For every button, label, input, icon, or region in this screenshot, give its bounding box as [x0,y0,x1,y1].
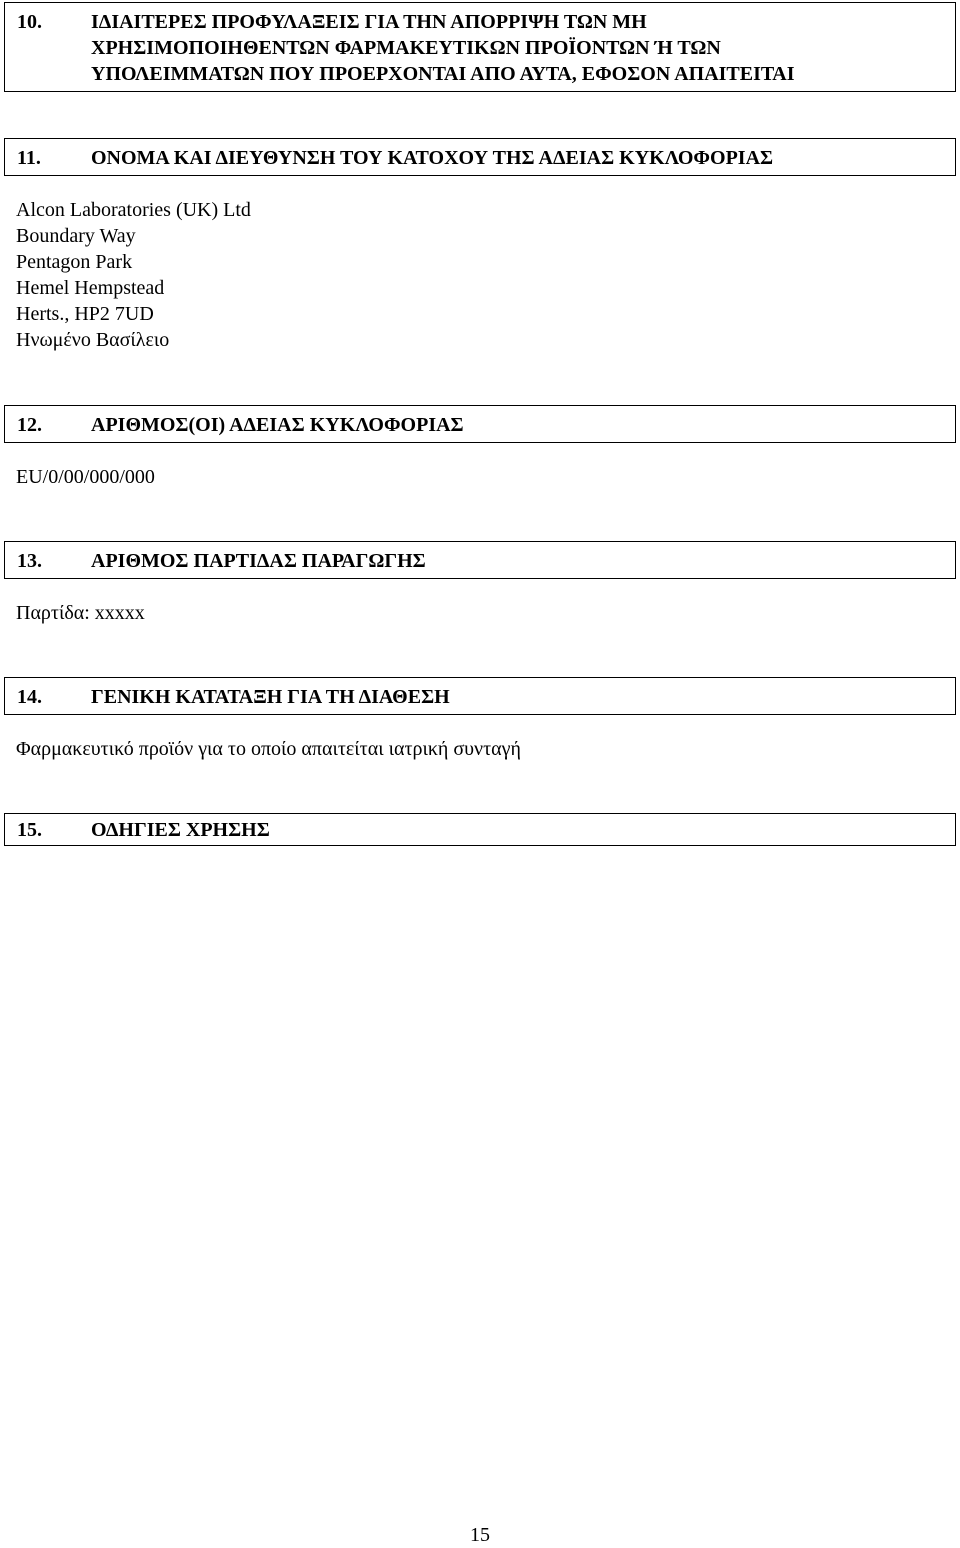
section-11-header [4,138,956,176]
classification-text: Φαρμακευτικό προϊόν για το οποίο απαιτείται ιατρική συνταγή [16,738,521,760]
section-title-line: ΑΡΙΘΜΟΣ(ΟΙ) ΑΔΕΙΑΣ ΚΥΚΛΟΦΟΡΙΑΣ [91,414,464,436]
address-line: Hemel Hempstead [16,277,165,299]
section-title [91,145,947,171]
page-number: 15 [470,1524,490,1546]
section-12-content [16,464,155,490]
section-title [91,9,947,87]
section-title-line: ΟΝΟΜΑ ΚΑΙ ΔΙΕΥΘΥΝΣΗ ΤΟΥ ΚΑΤΟΧΟΥ ΤΗΣ ΑΔΕΙΑΣ ΚΥΚΛΟΦΟΡΙΑΣ [91,147,774,169]
section-title [91,684,947,710]
authorisation-number: EU/0/00/000/000 [16,466,155,488]
section-title [91,548,947,574]
section-14-header [4,677,956,715]
section-10-header [4,2,956,92]
section-number: 12. [17,414,42,436]
section-title-line: ΥΠΟΛΕΙΜΜΑΤΩΝ ΠΟΥ ΠΡΟΕΡΧΟΝΤΑΙ ΑΠΟ ΑΥΤΑ, ΕΦΟΣΟΝ ΑΠΑΙΤΕΙΤΑΙ [91,63,795,85]
section-number: 13. [17,550,42,572]
address-line: Boundary Way [16,225,136,247]
section-title-line: ΙΔΙΑΙΤΕΡΕΣ ΠΡΟΦΥΛΑΞΕΙΣ ΓΙΑ ΤΗΝ ΑΠΟΡΡΙΨΗ ΤΩΝ ΜΗ [91,11,647,33]
section-title [91,817,947,843]
section-13-content [16,600,145,626]
section-15-header [4,813,956,846]
section-title-line: ΓΕΝΙΚΗ ΚΑΤΑΤΑΞΗ ΓΙΑ ΤΗ ΔΙΑΘΕΣΗ [91,686,450,708]
section-title-line: ΑΡΙΘΜΟΣ ΠΑΡΤΙΔΑΣ ΠΑΡΑΓΩΓΗΣ [91,550,426,572]
section-title-line: ΧΡΗΣΙΜΟΠΟΙΗΘΕΝΤΩΝ ΦΑΡΜΑΚΕΥΤΙΚΩΝ ΠΡΟΪΟΝΤΩΝ Ή ΤΩΝ [91,37,721,59]
section-number: 14. [17,686,42,708]
section-14-content [16,736,521,762]
section-12-header [4,405,956,443]
address-line: Alcon Laboratories (UK) Ltd [16,199,251,221]
address-line: Herts., HP2 7UD [16,303,154,325]
section-13-header [4,541,956,579]
section-title-line: ΟΔΗΓΙΕΣ ΧΡΗΣΗΣ [91,819,270,841]
address-line: Ηνωμένο Βασίλειο [16,329,170,351]
section-number: 15. [17,819,42,841]
section-11-content [16,197,251,353]
address-line: Pentagon Park [16,251,133,273]
batch-number: Παρτίδα: xxxxx [16,602,145,624]
section-number: 10. [17,11,42,33]
section-title [91,412,947,438]
section-number: 11. [17,147,41,169]
